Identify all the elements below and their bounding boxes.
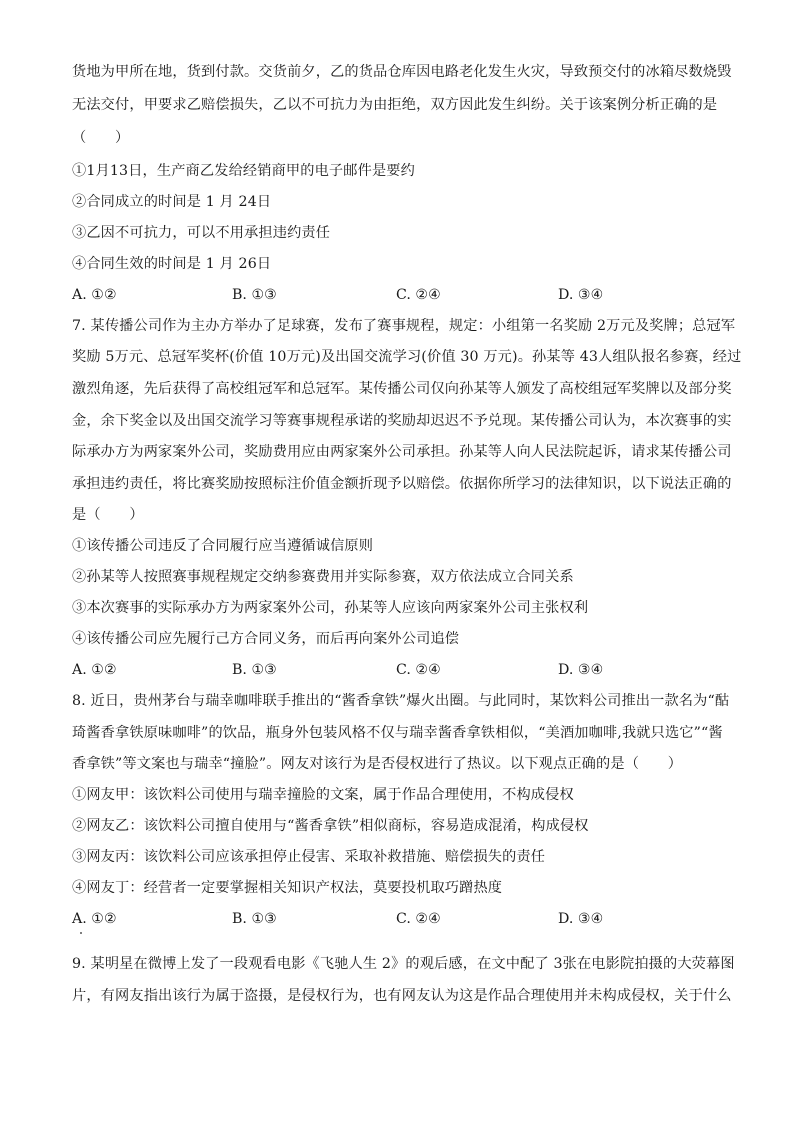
q8-option-a: A. ①② — [72, 911, 117, 927]
q8-stem-line-1: 8. 近日，贵州茅台与瑞幸咖啡联手推出的“酱香拿铁”爆火出圈。与此同时，某饮料公司推出一款名为“酤 — [72, 693, 730, 709]
q8-item-2: ②网友乙：该饮料公司擅自使用与“酱香拿铁”相似商标，容易造成混淆，构成侵权 — [72, 818, 589, 834]
q8-item-4: ④网友丁：经营者一定要掌握相关知识产权法，莫要投机取巧蹭热度 — [72, 880, 503, 896]
q7-item-3: ③本次赛事的实际承办方为两家案外公司，孙某等人应该向两家案外公司主张权利 — [72, 600, 589, 616]
q7-option-a: A. ①② — [72, 662, 117, 678]
q8-stem-line-3: 香拿铁”等文案也与瑞幸“撞脸”。网友对该行为是否侵权进行了热议。以下观点正确的是（ ） — [72, 756, 683, 772]
q6-item-3: ③乙因不可抗力，可以不用承担违约责任 — [72, 225, 331, 241]
q6-item-1: ①1月13日，生产商乙发给经销商甲的电子邮件是要约 — [72, 163, 415, 179]
q7-stem-line-5: 际承办方为两家案外公司，奖励费用应由两家案外公司承担。孙某等人向人民法院起诉，请求某传播公司 — [72, 444, 732, 460]
q6-option-c: C. ②④ — [396, 287, 441, 303]
q7-option-d: D. ③④ — [558, 662, 604, 678]
q8-option-c: C. ②④ — [396, 911, 441, 927]
q6-stem-line-2: 无法交付，甲要求乙赔偿损失，乙以不可抗力为由拒绝，双方因此发生纠纷。关于该案例分析正确的是 — [72, 97, 718, 113]
q8-option-d: D. ③④ — [558, 911, 604, 927]
stray-dot-mark — [80, 932, 82, 934]
q8-option-b: B. ①③ — [232, 911, 277, 927]
q7-stem-line-7: 是（ ） — [72, 507, 144, 523]
q9-stem-line-2: 片，有网友指出该行为属于盗摄，是侵权行为，也有网友认为这是作品合理使用并未构成侵权，关于什么 — [72, 988, 732, 1004]
q7-option-b: B. ①③ — [232, 662, 277, 678]
q8-item-3: ③网友丙：该饮料公司应该承担停止侵害、采取补救措施、赔偿损失的责任 — [72, 849, 546, 865]
q6-stem-line-3: （ ） — [72, 130, 130, 146]
q7-stem-line-3: 激烈角逐，先后获得了高校组冠军和总冠军。某传播公司仅向孙某等人颁发了高校组冠军奖牌以及部分奖 — [72, 381, 732, 397]
q7-stem-line-6: 承担违约责任，将比赛奖励按照标注价值金额折现予以赔偿。依据你所学习的法律知识，以下说法正确的 — [72, 476, 732, 492]
q9-stem-line-1: 9. 某明星在微博上发了一段观看电影《飞驰人生 2》的观后感，在文中配了 3张在电影院拍摄的大荧幕图 — [72, 956, 735, 972]
q7-item-2: ②孙某等人按照赛事规程规定交纳参赛费用并实际参赛，双方依法成立合同关系 — [72, 569, 574, 585]
q7-stem-line-2: 奖励 5万元、总冠军奖杯(价值 10万元)及出国交流学习(价值 30 万元)。孙某等 43人组队报名参赛，经过 — [72, 349, 742, 365]
q6-item-2: ②合同成立的时间是 1 月 24日 — [72, 194, 272, 210]
q7-stem-line-4: 金，余下奖金以及出国交流学习等赛事规程承诺的奖励却迟迟不予兑现。某传播公司认为，本次赛事的实 — [72, 413, 732, 429]
q6-stem-line-1: 货地为甲所在地，货到付款。交货前夕，乙的货品仓库因电路老化发生火灾，导致预交付的冰箱尽数烧毁 — [72, 64, 732, 80]
q8-item-1: ①网友甲：该饮料公司使用与瑞幸撞脸的文案，属于作品合理使用，不构成侵权 — [72, 787, 574, 803]
q6-option-b: B. ①③ — [232, 287, 277, 303]
q7-stem-line-1: 7. 某传播公司作为主办方举办了足球赛，发布了赛事规程，规定：小组第一名奖励 2万元及奖牌；总冠军 — [72, 318, 736, 334]
q6-item-4: ④合同生效的时间是 1 月 26日 — [72, 256, 272, 272]
q7-item-4: ④该传播公司应先履行己方合同义务，而后再向案外公司追偿 — [72, 631, 460, 647]
q8-stem-line-2: 琦酱香拿铁原味咖啡”的饮品，瓶身外包装风格不仅与瑞幸酱香拿铁相似，“美酒加咖啡,我就只选它”“酱 — [72, 725, 723, 741]
q8-options — [72, 908, 722, 930]
q6-options — [72, 284, 722, 306]
q7-item-1: ①该传播公司违反了合同履行应当遵循诚信原则 — [72, 538, 374, 554]
q7-options — [72, 659, 722, 681]
q7-option-c: C. ②④ — [396, 662, 441, 678]
q6-option-d: D. ③④ — [558, 287, 604, 303]
q6-option-a: A. ①② — [72, 287, 117, 303]
